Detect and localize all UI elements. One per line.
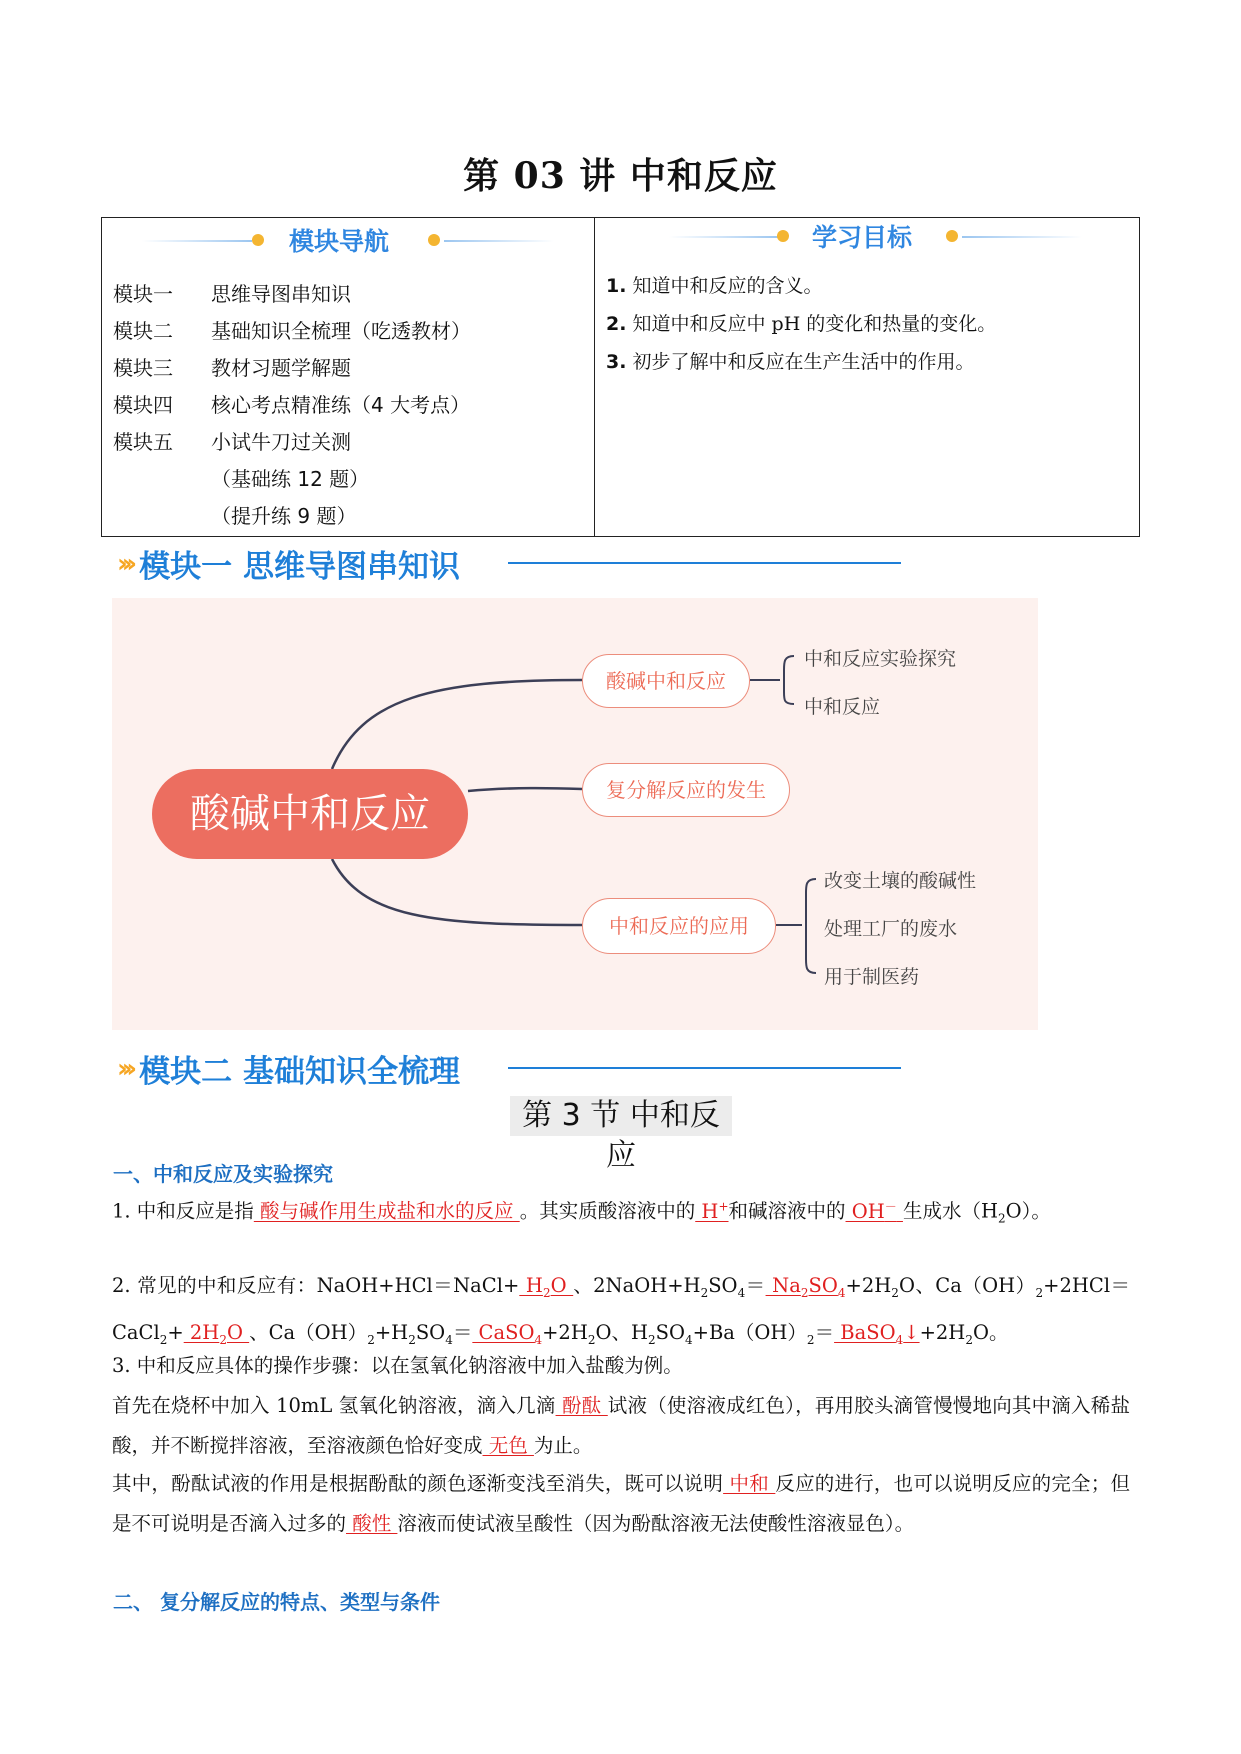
page-title: 第 03 讲 中和反应 <box>463 155 778 197</box>
paragraph-steps: 3. 中和反应具体的操作步骤：以在氢氧化钠溶液中加入盐酸为例。 <box>112 1354 683 1377</box>
mind-map-leaf: 改变土壤的酸碱性 <box>824 870 977 892</box>
nav-item[interactable]: 模块二 基础知识全梳理（吃透教材） <box>113 319 471 343</box>
nav-item[interactable]: 模块五 小试牛刀过关测 <box>113 430 351 454</box>
answer-blank: $Na_2SO_4$ <box>765 1274 846 1300</box>
goals-header-dot-left <box>777 230 789 242</box>
nav-item: （基础练 12 题） <box>211 467 370 491</box>
answer-blank: 酸性 <box>346 1512 398 1535</box>
answer-blank: BaSO$_4$↓ <box>834 1320 920 1347</box>
goals-heading: 学习目标 <box>812 223 913 252</box>
paragraph-definition: 1. 中和反应是指 酸与碱作用生成盐和水的反应 。其实质酸溶液中的 H+和碱溶液中的 OH－ 生成水$(H_2O)$。 <box>112 1199 1051 1226</box>
section-title: 第 3 节 中和反应 <box>510 1096 732 1136</box>
nav-item: （提升练 9 题） <box>211 504 357 528</box>
nav-header-dot-left <box>252 234 264 246</box>
mind-map <box>112 598 1038 1030</box>
nav-header-dot-right <box>428 234 440 246</box>
module2-heading: ››› 模块二 基础知识全梳理 <box>117 1053 460 1090</box>
goal-item: 2. 知道中和反应中 pH 的变化和热量的变化。 <box>606 313 997 335</box>
mind-map-leaf: 中和反应实验探究 <box>804 648 957 670</box>
double-chevron-icon: ››› <box>117 1053 132 1084</box>
nav-header-line-right <box>444 240 554 242</box>
mind-map-center: 酸碱中和反应 <box>152 769 468 859</box>
nav-item[interactable]: 模块三 教材习题学解题 <box>113 356 351 380</box>
goals-header-line-left <box>669 236 779 238</box>
goal-item: 3. 初步了解中和反应在生产生活中的作用。 <box>606 351 975 373</box>
double-chevron-icon: ››› <box>117 548 132 579</box>
answer-blank: $2H_2O$ <box>183 1320 250 1347</box>
nav-item[interactable]: 模块四 核心考点精准练（4 大考点） <box>113 393 471 417</box>
goals-header-dot-right <box>946 230 958 242</box>
goals-header-line-right <box>962 236 1082 238</box>
overview-box <box>101 217 1140 537</box>
answer-blank: CaSO$_4$ <box>472 1320 543 1347</box>
nav-item[interactable]: 模块一 思维导图串知识 <box>113 282 351 306</box>
mind-map-branch: 酸碱中和反应 <box>582 654 750 708</box>
answer-blank: H+ <box>695 1199 729 1223</box>
subsection-heading: 二、 复分解反应的特点、类型与条件 <box>113 1590 440 1614</box>
mind-map-branch: 复分解反应的发生 <box>582 763 790 817</box>
module2-rule <box>508 1067 901 1069</box>
goal-item: 1. 知道中和反应的含义。 <box>606 275 823 297</box>
subsection-heading: 一、中和反应及实验探究 <box>113 1162 333 1186</box>
answer-blank: 无色 <box>482 1434 534 1457</box>
mind-map-branch: 中和反应的应用 <box>582 898 776 954</box>
module1-heading: ››› 模块一 思维导图串知识 <box>117 548 460 585</box>
answer-blank: 酚酞 <box>555 1394 608 1417</box>
paragraph-procedure: 首先在烧杯中加入 10mL 氢氧化钠溶液，滴入几滴 酚酞 试液（使溶液成红色），再用胶头滴管慢慢地向其中滴入稀盐酸，并不断搅拌溶液，至溶液颜色恰好变成 无色 为止。 <box>112 1394 1130 1457</box>
paragraph-equations: 2. 常见的中和反应有：NaOH+HCl＝NaCl+ $H_2O$ 、$2NaOH+H_2SO_4= Na_2SO_4+2H_2O$、$Ca(OH)_2+2HCl=CaCl_2+ 2H_2O$ 、$Ca(OH)_2+H_2SO_4=$ $CaSO_4+2H_2O$、$H_2SO_4+Ba(OH)_2=$ $BaSO_4↓+2H_2O$。 <box>112 1274 1131 1347</box>
nav-header-line-left <box>142 240 252 242</box>
mind-map-leaf: 处理工厂的废水 <box>824 918 958 940</box>
mind-map-leaf: 中和反应 <box>804 696 881 718</box>
nav-heading: 模块导航 <box>289 227 390 256</box>
paragraph-indicator: 其中，酚酞试液的作用是根据酚酞的颜色逐渐变浅至消失，既可以说明 中和 反应的进行，也可以说明反应的完全；但是不可说明是否滴入过多的 酸性 溶液而使试液呈酸性（因为酚酞溶液无法使酸性溶液显色）。 <box>112 1472 1130 1535</box>
answer-blank: OH－ <box>845 1199 897 1223</box>
mind-map-leaf: 用于制医药 <box>824 966 920 988</box>
answer-blank: 酸与碱作用生成盐和水的反应 <box>253 1199 520 1223</box>
answer-blank: $H_2O$ <box>519 1274 574 1300</box>
module1-rule <box>508 562 901 564</box>
answer-blank: 中和 <box>723 1472 776 1495</box>
